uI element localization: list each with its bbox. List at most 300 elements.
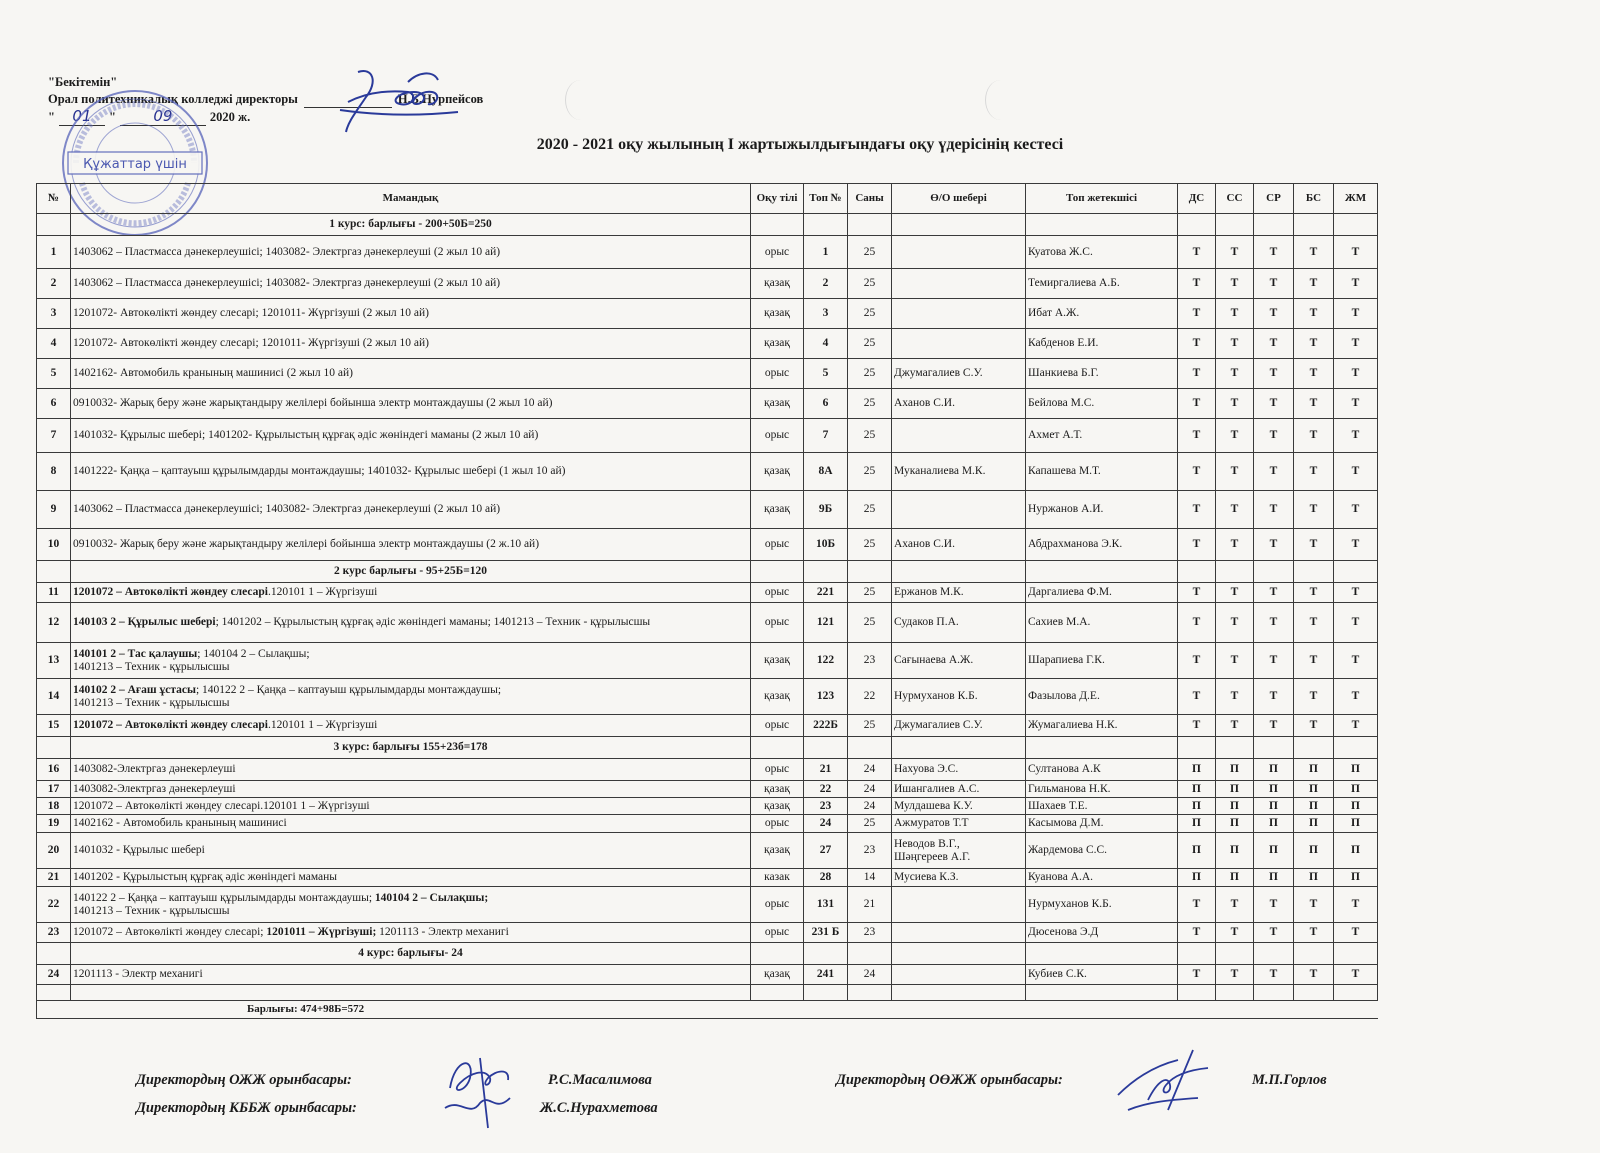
period-mark: Т — [1334, 679, 1378, 715]
specialty-cell — [71, 759, 751, 781]
master-name — [892, 329, 1026, 359]
period-mark: Т — [1178, 491, 1216, 529]
approval-year: 2020 ж. — [209, 110, 251, 124]
period-mark: Т — [1178, 236, 1216, 269]
specialty-main: 140102 2 – Ағаш ұстасы — [73, 683, 196, 696]
specialty-cell — [71, 923, 751, 943]
row-number: 10 — [37, 529, 71, 561]
period-mark: Т — [1254, 359, 1294, 389]
specialty-cell — [71, 583, 751, 603]
specialty-cell — [71, 815, 751, 833]
row-number: 20 — [37, 833, 71, 869]
student-count: 25 — [848, 491, 892, 529]
period-mark: П — [1178, 759, 1216, 781]
table-row — [37, 965, 1378, 985]
curator-name: Кабденов Е.И. — [1026, 329, 1178, 359]
empty-row — [37, 985, 1378, 1001]
period-mark: Т — [1216, 923, 1254, 943]
period-mark: Т — [1294, 715, 1334, 737]
specialty-cell — [71, 389, 751, 419]
language: қазақ — [751, 965, 804, 985]
specialty-text: 1402162- Автомобиль кранының машинисі (2 жыл 10 ай) — [73, 367, 353, 379]
group-number: 28 — [804, 869, 848, 887]
period-mark: Т — [1294, 923, 1334, 943]
row-number: 18 — [37, 798, 71, 815]
master-name — [892, 269, 1026, 299]
master-name — [892, 236, 1026, 269]
row-number: 11 — [37, 583, 71, 603]
curator-name: Касымова Д.М. — [1026, 815, 1178, 833]
period-mark: Т — [1294, 603, 1334, 643]
period-mark: Т — [1334, 236, 1378, 269]
table-row — [37, 299, 1378, 329]
period-mark: Т — [1216, 529, 1254, 561]
specialty-text: 1403062 – Пластмасса дәнекерлеушісі; 1403082- Электргаз дәнекерлеуші (2 жыл 10 ай) — [73, 245, 501, 258]
period-mark: П — [1178, 798, 1216, 815]
specialty-text: ; 1401202 – Құрылыстың құрғақ әдіс жөніндегі маманы; 1401213 – Техник - құрылысшы — [215, 616, 651, 628]
specialty-text: 1403062 – Пластмасса дәнекерлеушісі; 1403082- Электргаз дәнекерлеуші (2 жыл 10 ай) — [73, 503, 501, 515]
specialty-bold: 140104 2 – Сылақшы; — [374, 891, 489, 904]
specialty-text: 1403082-Электргаз дәнекерлеуші — [73, 763, 236, 775]
period-mark: П — [1178, 869, 1216, 887]
language: қазақ — [751, 833, 804, 869]
master-name: Муканалиева М.К. — [892, 453, 1026, 491]
period-mark: Т — [1216, 887, 1254, 923]
period-mark: Т — [1294, 453, 1334, 491]
approval-date: " 01 " 09 2020 ж. — [48, 107, 251, 125]
student-count: 25 — [848, 419, 892, 453]
section-title: 3 курс: барлығы 155+23б=178 — [71, 737, 751, 759]
row-number: 23 — [37, 923, 71, 943]
period-mark: Т — [1334, 269, 1378, 299]
master-name: Аханов С.И. — [892, 389, 1026, 419]
period-mark: П — [1178, 815, 1216, 833]
master-name: Джумагалиев С.У. — [892, 715, 1026, 737]
period-mark: Т — [1216, 419, 1254, 453]
master-name: Неводов В.Г., Шәңгереев А.Г. — [892, 833, 1026, 869]
table-row — [37, 715, 1378, 737]
grand-total: Барлығы: 474+98Б=572 — [37, 1001, 1378, 1019]
period-mark: Т — [1334, 923, 1378, 943]
table-row — [37, 679, 1378, 715]
group-number: 1 — [804, 236, 848, 269]
group-number: 222Б — [804, 715, 848, 737]
group-number: 27 — [804, 833, 848, 869]
specialty-cell — [71, 643, 751, 679]
period-mark: П — [1294, 798, 1334, 815]
punch-hole — [565, 80, 596, 120]
table-row — [37, 869, 1378, 887]
period-mark: Т — [1254, 269, 1294, 299]
period-mark: Т — [1178, 453, 1216, 491]
period-mark: П — [1216, 759, 1254, 781]
row-number: 24 — [37, 965, 71, 985]
group-number: 8А — [804, 453, 848, 491]
period-mark: Т — [1254, 389, 1294, 419]
specialty-text: 1201072 – Автокөлікті жөндеу слесарі; — [73, 926, 267, 938]
period-mark: Т — [1254, 491, 1294, 529]
master-name: Ержанов М.К. — [892, 583, 1026, 603]
specialty-cell — [71, 269, 751, 299]
group-number: 121 — [804, 603, 848, 643]
period-mark: Т — [1294, 965, 1334, 985]
specialty-cell — [71, 529, 751, 561]
language: орыс — [751, 359, 804, 389]
header-group: Топ № — [804, 184, 848, 214]
header-specialty: Мамандық — [71, 184, 751, 214]
approval-day: 01 — [59, 108, 105, 126]
section-title: 2 курс барлығы - 95+25Б=120 — [71, 561, 751, 583]
table-row — [37, 359, 1378, 389]
schedule-table — [36, 183, 1378, 1019]
table-row — [37, 389, 1378, 419]
period-mark: Т — [1294, 269, 1334, 299]
header-row — [37, 184, 1378, 214]
section-row — [37, 561, 1378, 583]
period-mark: Т — [1294, 491, 1334, 529]
curator-name: Шарапиева Г.К. — [1026, 643, 1178, 679]
table-row — [37, 603, 1378, 643]
row-number: 8 — [37, 453, 71, 491]
specialty-cell — [71, 236, 751, 269]
period-mark: Т — [1254, 419, 1294, 453]
period-mark: П — [1334, 815, 1378, 833]
period-mark: П — [1294, 781, 1334, 798]
curator-name: Султанова А.К — [1026, 759, 1178, 781]
document-title: 2020 - 2021 оқу жылының I жартыжылдығындағы оқу үдерісінің кестесі — [536, 136, 1064, 153]
period-mark: Т — [1216, 389, 1254, 419]
specialty-main: 1201072 – Автокөлікті жөндеу слесарі — [73, 719, 268, 731]
table-row — [37, 453, 1378, 491]
header-sr: СР — [1254, 184, 1294, 214]
table-row — [37, 643, 1378, 679]
table-row — [37, 798, 1378, 815]
language: орыс — [751, 759, 804, 781]
master-name — [892, 965, 1026, 985]
period-mark: Т — [1216, 453, 1254, 491]
header-ss: СС — [1216, 184, 1254, 214]
period-mark: Т — [1178, 965, 1216, 985]
language: орыс — [751, 529, 804, 561]
language: қазақ — [751, 798, 804, 815]
language: орыс — [751, 923, 804, 943]
gorlov-signature — [1108, 1040, 1218, 1120]
row-number: 22 — [37, 887, 71, 923]
curator-name: Сахиев М.А. — [1026, 603, 1178, 643]
period-mark: П — [1334, 869, 1378, 887]
table-row — [37, 269, 1378, 299]
student-count: 25 — [848, 453, 892, 491]
period-mark: П — [1254, 833, 1294, 869]
period-mark: Т — [1216, 491, 1254, 529]
period-mark: П — [1254, 759, 1294, 781]
deputy-ozhzh-role: Директордың ОЖЖ орынбасары: — [136, 1072, 352, 1088]
curator-name: Капашева М.Т. — [1026, 453, 1178, 491]
section-title: 4 курс: барлығы- 24 — [71, 943, 751, 965]
student-count: 25 — [848, 529, 892, 561]
specialty-text: 1403062 – Пластмасса дәнекерлеушісі; 1403082- Электргаз дәнекерлеуші (2 жыл 10 ай) — [73, 277, 501, 289]
group-number: 24 — [804, 815, 848, 833]
period-mark: П — [1254, 869, 1294, 887]
period-mark: Т — [1178, 643, 1216, 679]
student-count: 23 — [848, 923, 892, 943]
period-mark: Т — [1334, 643, 1378, 679]
row-number: 7 — [37, 419, 71, 453]
master-name: Мулдашева К.У. — [892, 798, 1026, 815]
period-mark: П — [1216, 798, 1254, 815]
period-mark: П — [1334, 759, 1378, 781]
specialty-cell — [71, 359, 751, 389]
master-name — [892, 491, 1026, 529]
student-count: 25 — [848, 269, 892, 299]
period-mark: Т — [1216, 359, 1254, 389]
curator-name: Абдрахманова Э.К. — [1026, 529, 1178, 561]
period-mark: Т — [1178, 887, 1216, 923]
student-count: 25 — [848, 329, 892, 359]
group-number: 131 — [804, 887, 848, 923]
specialty-cell — [71, 491, 751, 529]
specialty-cell — [71, 679, 751, 715]
period-mark: Т — [1334, 529, 1378, 561]
table-row — [37, 833, 1378, 869]
period-mark: П — [1216, 833, 1254, 869]
period-mark: Т — [1254, 679, 1294, 715]
specialty-cell — [71, 869, 751, 887]
specialty-text: .120101 1 – Жүргізуші — [267, 586, 378, 598]
table-row — [37, 923, 1378, 943]
period-mark: П — [1294, 833, 1334, 869]
approval-month: 09 — [120, 108, 206, 126]
group-number: 22 — [804, 781, 848, 798]
master-name: Судаков П.А. — [892, 603, 1026, 643]
table-row — [37, 583, 1378, 603]
group-number: 2 — [804, 269, 848, 299]
master-name — [892, 299, 1026, 329]
period-mark: Т — [1294, 679, 1334, 715]
header-bs: БС — [1294, 184, 1334, 214]
group-number: 122 — [804, 643, 848, 679]
row-number: 16 — [37, 759, 71, 781]
deputy-kbbzh-name: Ж.С.Нурахметова — [540, 1100, 658, 1116]
period-mark: Т — [1178, 715, 1216, 737]
table-row — [37, 815, 1378, 833]
master-name: Ажмуратов Т.Т — [892, 815, 1026, 833]
student-count: 14 — [848, 869, 892, 887]
student-count: 25 — [848, 603, 892, 643]
deputy-kbbzh-role: Директордың КББЖ орынбасары: — [136, 1100, 357, 1116]
specialty-text: 0910032- Жарық беру және жарықтандыру желілері бойынша электр монтаждаушы (2 ж.10 ай) — [73, 538, 540, 550]
master-name: Аханов С.И. — [892, 529, 1026, 561]
table-row — [37, 419, 1378, 453]
student-count: 25 — [848, 389, 892, 419]
period-mark: Т — [1334, 583, 1378, 603]
period-mark: Т — [1334, 299, 1378, 329]
table-row — [37, 329, 1378, 359]
period-mark: Т — [1216, 299, 1254, 329]
deputy-oozhzh-role: Директордың ОӨЖЖ орынбасары: — [836, 1072, 1063, 1088]
header-curator: Топ жетекшісі — [1026, 184, 1178, 214]
period-mark: П — [1254, 781, 1294, 798]
period-mark: Т — [1294, 529, 1334, 561]
period-mark: Т — [1216, 603, 1254, 643]
period-mark: П — [1216, 815, 1254, 833]
approval-line1: "Бекітемін" — [48, 75, 118, 89]
language: қазақ — [751, 781, 804, 798]
master-name: Нахуова Э.С. — [892, 759, 1026, 781]
period-mark: Т — [1254, 715, 1294, 737]
group-number: 231 Б — [804, 923, 848, 943]
group-number: 123 — [804, 679, 848, 715]
period-mark: Т — [1216, 269, 1254, 299]
period-mark: П — [1334, 833, 1378, 869]
row-number: 17 — [37, 781, 71, 798]
curator-name: Куатова Ж.С. — [1026, 236, 1178, 269]
student-count: 24 — [848, 798, 892, 815]
language: орыс — [751, 603, 804, 643]
period-mark: П — [1254, 815, 1294, 833]
deputy-oozhzh-name: М.П.Горлов — [1252, 1072, 1327, 1088]
row-number: 3 — [37, 299, 71, 329]
period-mark: Т — [1334, 453, 1378, 491]
period-mark: Т — [1254, 603, 1294, 643]
period-mark: П — [1216, 781, 1254, 798]
table-row — [37, 887, 1378, 923]
student-count: 25 — [848, 236, 892, 269]
specialty-text: 1401202 - Құрылыстың құрғақ әдіс жөніндегі маманы — [73, 871, 338, 883]
specialty-cell — [71, 781, 751, 798]
specialty-main: 140103 2 – Құрылыс шебері — [73, 616, 216, 628]
period-mark: Т — [1254, 236, 1294, 269]
period-mark: П — [1334, 781, 1378, 798]
specialty-cell — [71, 965, 751, 985]
period-mark: Т — [1294, 236, 1334, 269]
deputy-ozhzh-name: Р.С.Масалимова — [548, 1072, 652, 1088]
period-mark: Т — [1254, 583, 1294, 603]
period-mark: Т — [1294, 359, 1334, 389]
specialty-cell — [71, 453, 751, 491]
specialty-text: 1403082-Электргаз дәнекерлеуші — [73, 782, 236, 795]
row-number: 14 — [37, 679, 71, 715]
section-row — [37, 737, 1378, 759]
specialty-cell — [71, 329, 751, 359]
approval-line2: Орал политехникалық колледжі директоры — [48, 92, 298, 106]
period-mark: Т — [1216, 329, 1254, 359]
table-row — [37, 529, 1378, 561]
period-mark: П — [1294, 759, 1334, 781]
row-number: 6 — [37, 389, 71, 419]
specialty-text: 1401032 - Құрылыс шебері — [73, 844, 205, 856]
curator-name: Куанова А.А. — [1026, 869, 1178, 887]
specialty-text: ; 140104 2 – Сылақшы; 1401213 – Техник - құрылысшы — [73, 647, 310, 673]
language: қазақ — [751, 491, 804, 529]
row-number: 19 — [37, 815, 71, 833]
curator-name: Нуржанов А.И. — [1026, 491, 1178, 529]
header-count: Саны — [848, 184, 892, 214]
group-number: 6 — [804, 389, 848, 419]
language: қазақ — [751, 329, 804, 359]
period-mark: Т — [1178, 389, 1216, 419]
period-mark: Т — [1294, 643, 1334, 679]
table-row — [37, 781, 1378, 798]
period-mark: П — [1294, 815, 1334, 833]
period-mark: П — [1178, 833, 1216, 869]
language: орыс — [751, 419, 804, 453]
curator-name: Жардемова С.С. — [1026, 833, 1178, 869]
group-number: 221 — [804, 583, 848, 603]
curator-name: Кубиев С.К. — [1026, 965, 1178, 985]
master-name: Сағынаева А.Ж. — [892, 643, 1026, 679]
curator-name: Дюсенова Э.Д — [1026, 923, 1178, 943]
student-count: 25 — [848, 583, 892, 603]
period-mark: Т — [1178, 679, 1216, 715]
period-mark: Т — [1178, 269, 1216, 299]
curator-name: Нурмуханов К.Б. — [1026, 887, 1178, 923]
table-row — [37, 236, 1378, 269]
period-mark: Т — [1178, 603, 1216, 643]
row-number: 15 — [37, 715, 71, 737]
language: қазақ — [751, 269, 804, 299]
period-mark: Т — [1178, 359, 1216, 389]
group-number: 4 — [804, 329, 848, 359]
period-mark: Т — [1294, 583, 1334, 603]
period-mark: Т — [1334, 389, 1378, 419]
specialty-text: ; 140122 2 – Қаңқа – каптауыш құрылымдарды монтаждаушы; 1401213 – Техник - құрылысшы — [73, 683, 502, 709]
header-ds: ДС — [1178, 184, 1216, 214]
period-mark: Т — [1178, 529, 1216, 561]
period-mark: Т — [1216, 965, 1254, 985]
language: орыс — [751, 583, 804, 603]
period-mark: Т — [1178, 299, 1216, 329]
period-mark: Т — [1294, 419, 1334, 453]
row-number: 9 — [37, 491, 71, 529]
student-count: 24 — [848, 965, 892, 985]
period-mark: Т — [1216, 236, 1254, 269]
period-mark: Т — [1254, 453, 1294, 491]
specialty-cell — [71, 299, 751, 329]
master-name — [892, 419, 1026, 453]
language: орыс — [751, 236, 804, 269]
specialty-main: 1201072 – Автокөлікті жөндеу слесарі — [73, 586, 268, 598]
language: орыс — [751, 715, 804, 737]
stamp-label: Құжаттар үшін — [83, 157, 187, 172]
section-row — [37, 214, 1378, 236]
period-mark: Т — [1216, 643, 1254, 679]
student-count: 21 — [848, 887, 892, 923]
section-row — [37, 943, 1378, 965]
period-mark: Т — [1254, 643, 1294, 679]
period-mark: Т — [1294, 389, 1334, 419]
header-number: № — [37, 184, 71, 214]
master-name — [892, 887, 1026, 923]
specialty-bold: 1201011 – Жүргізуші; — [266, 926, 377, 938]
period-mark: Т — [1216, 679, 1254, 715]
group-number: 23 — [804, 798, 848, 815]
student-count: 25 — [848, 359, 892, 389]
curator-name: Шанкиева Б.Г. — [1026, 359, 1178, 389]
period-mark: Т — [1334, 359, 1378, 389]
student-count: 25 — [848, 299, 892, 329]
specialty-text: 140122 2 – Қаңқа – каптауыш құрылымдарды монтаждаушы; — [73, 891, 375, 904]
student-count: 23 — [848, 643, 892, 679]
row-number: 4 — [37, 329, 71, 359]
specialty-cell — [71, 419, 751, 453]
group-number: 3 — [804, 299, 848, 329]
masalimova-signature — [430, 1048, 530, 1138]
period-mark: Т — [1334, 715, 1378, 737]
specialty-cell — [71, 887, 751, 923]
period-mark: Т — [1254, 299, 1294, 329]
period-mark: Т — [1334, 887, 1378, 923]
